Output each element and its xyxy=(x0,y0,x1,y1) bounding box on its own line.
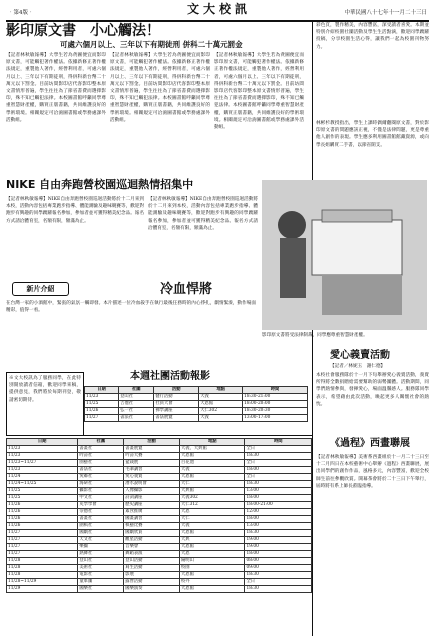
table-cell: 11/25 xyxy=(7,495,78,502)
love-headline: 愛心義賣活動 xyxy=(330,350,390,361)
lead-body-col3: 【記者林秋敏報導】大學生若為貪圖便宜而影印原文書，可能觸犯著作權法。依據新修正著作權法規定，重製他人著作，經營利用者，可處六個月以上、三年以下有期徒刑，得併科新台幣二十萬元以下罰金。目前坊間影印店代客影印整本原文書情形普遍，學生往往為了節省書費而選擇影印，殊不知已觸犯法律。本校圖書館呼籲同學尊重智慧財產權，購買正版書籍，共同維護良好的學術環境。相關規定可洽詢圖書館或學務處課外活動組。 xyxy=(214,53,304,131)
table-cell: 全日 xyxy=(245,579,312,586)
lead-subhead: 可處六個月以上、三年以下有期徒刑 併科二十萬元罰金 xyxy=(60,40,243,49)
table-cell: 11/29 xyxy=(7,586,78,593)
table-cell: 書畫展覽 xyxy=(124,446,180,453)
schedule-col-header: 日期 xyxy=(7,439,78,446)
clubs-table xyxy=(84,386,308,422)
table-cell: 愛心義賣 xyxy=(124,474,180,481)
table-cell: 08:00 xyxy=(245,558,312,565)
table-cell: 11/27 xyxy=(7,537,78,544)
table-cell: 18:30 xyxy=(245,481,312,488)
table-cell: 影展 xyxy=(124,572,180,579)
newspaper-title: 文大校訊 xyxy=(186,2,251,16)
schedule-col-header: 時間 xyxy=(245,439,312,446)
clubs-col-header: 時間 xyxy=(243,387,308,394)
table-row xyxy=(7,558,312,565)
table-cell: 攝影社 xyxy=(78,488,124,495)
table-cell: 崇德社 xyxy=(78,509,124,516)
table-row xyxy=(85,408,308,415)
table-cell: 圍棋社 xyxy=(78,523,124,530)
table-cell: 露營活動 xyxy=(124,579,180,586)
table-cell: 18:00 xyxy=(245,516,312,523)
nike-body-col1: 【記者林秋敏報導】NIKE自由奔跑營校園巡迴活動將於十二月來到本校，活動內容包括專業跑步指導、體能測驗及趣味競賽等，歡迎對跑步有興趣的同學踴躍報名參加，參加者並可獲得精美紀念品。報名方式請洽體育室，名額有限，額滿為止。 xyxy=(6,197,144,224)
masthead xyxy=(0,0,435,20)
table-cell: 大仁 xyxy=(180,516,245,523)
table-cell: 書法展覽 xyxy=(154,415,199,422)
table-cell: 潛水說明會 xyxy=(124,481,180,488)
table-cell: 大典館 xyxy=(180,488,245,495)
table-cell: 大義 xyxy=(199,394,243,401)
table-cell: 國劇社 xyxy=(78,530,124,537)
lead-body-col2: 【記者林秋敏報導】大學生若為貪圖便宜而影印原文書，可能觸犯著作權法。依據新修正著作權法規定，重製他人著作，經營利用者，可處六個月以上、三年以下有期徒刑，得併科新台幣二十萬元以下罰金。目前坊間影印店代客影印整本原文書情形普遍，學生往往為了節省書費而選擇影印，殊不知已觸犯法律。本校圖書館呼籲同學尊重智慧財產權，購買正版書籍，共同維護良好的學術環境。相關規定可洽詢圖書館或學務處課外活動組。 xyxy=(110,53,210,123)
table-cell: 大義、大典館 xyxy=(180,446,245,453)
table-cell: 登山社 xyxy=(119,394,154,401)
table-cell: 歷史講座 xyxy=(124,502,180,509)
table-cell: 登山社 xyxy=(78,558,124,565)
clubs-header-row xyxy=(85,387,308,394)
table-cell: 18:30 xyxy=(245,572,312,579)
table-row xyxy=(7,488,312,495)
table-cell: 校外 xyxy=(180,579,245,586)
page-number: ‧第4版‧ xyxy=(8,10,34,16)
table-cell: 校園 xyxy=(180,565,245,572)
reader-notice: ※文大校訊為了服務同學，在此特別開放讀者信箱，歡迎同學來稿，提供意見，我們將於每期刊登，敬請密切期待。 xyxy=(6,372,84,436)
table-cell: 大恩館 xyxy=(180,453,245,460)
table-cell: 11/23~11/27 xyxy=(7,460,78,467)
table-cell: 大恩館 xyxy=(180,530,245,537)
table-cell: 美術社 xyxy=(78,565,124,572)
table-row xyxy=(7,579,312,586)
table-cell: 熱舞社 xyxy=(78,551,124,558)
table-row xyxy=(7,460,312,467)
table-row xyxy=(7,586,312,593)
right-top-body: 彩色頁，製作精美，內容豐富，深受讀者喜愛。本期並特別介紹校園社團活動及學生生活點滴，歡迎同學踴躍投稿，分享校園生活心得，讓我們一起為校園刊物努力。 xyxy=(316,23,429,50)
table-row xyxy=(7,474,312,481)
table-cell: 11/25 xyxy=(7,488,78,495)
table-cell: 社員大會 xyxy=(154,401,199,408)
table-cell: 佛學講座 xyxy=(154,408,199,415)
schedule-col-header: 活動 xyxy=(124,439,180,446)
table-cell: 書法社 xyxy=(78,467,124,474)
table-cell: 11/26 xyxy=(85,408,119,415)
table-cell: 大恩 xyxy=(180,551,245,558)
table-row xyxy=(85,394,308,401)
table-cell: 書畫社 xyxy=(78,446,124,453)
table-row xyxy=(7,467,312,474)
table-cell: 09:00 xyxy=(245,565,312,572)
table-cell: 陽明山 xyxy=(180,558,245,565)
table-cell: 13:00 xyxy=(245,523,312,530)
table-cell: 大恩館 xyxy=(180,586,245,593)
table-cell: 登山活動 xyxy=(124,558,180,565)
table-cell: 全日 xyxy=(245,474,312,481)
table-cell: 12:00 xyxy=(245,509,312,516)
love-body: 本校社會服務隊於十一月下旬舉辦愛心義賣活動，義賣所得將全數捐贈給需要幫助的弱勢團體。活動期間，同學們熱情參與，發揮愛心，場面溫馨感人。服務隊同學表示，希望藉由此次活動，喚起更多人關懷社會的熱忱。 xyxy=(316,373,429,407)
table-cell: 大義 xyxy=(199,415,243,422)
table-cell: 大義302 xyxy=(180,495,245,502)
clubs-col-header: 日期 xyxy=(85,387,119,394)
table-cell: 詩詞講座 xyxy=(124,495,180,502)
table-cell: 11/27 xyxy=(7,530,78,537)
table-cell: 園藝社 xyxy=(78,460,124,467)
table-cell: 18:00-20:00 xyxy=(243,401,308,408)
table-cell: 11/23 xyxy=(7,467,78,474)
table-cell: 11/24~11/25 xyxy=(7,481,78,488)
table-cell: 18:00 xyxy=(245,495,312,502)
table-cell: 百花池 xyxy=(180,460,245,467)
table-cell: 全日 xyxy=(245,460,312,467)
table-cell: 童軍團 xyxy=(78,579,124,586)
table-cell: 11/25 xyxy=(85,401,119,408)
clubs-col-header: 社團 xyxy=(119,387,154,394)
table-row xyxy=(7,544,312,551)
table-row xyxy=(7,523,312,530)
table-cell: 11/27 xyxy=(85,415,119,422)
table-row xyxy=(7,509,312,516)
table-cell: 大恩館 xyxy=(180,474,245,481)
table-cell: 國畫講習 xyxy=(124,516,180,523)
table-cell: 觀星活動 xyxy=(124,537,180,544)
table-cell: 11/23 xyxy=(7,446,78,453)
issue-date: 中華民國八十七年十一月二十三日 xyxy=(344,10,427,16)
table-cell: 寫生活動 xyxy=(124,565,180,572)
table-cell: 書畫社 xyxy=(78,516,124,523)
table-cell: 吉他社 xyxy=(119,401,154,408)
table-cell: 11/28~11/29 xyxy=(7,579,78,586)
table-cell: 愛鄰社 xyxy=(78,474,124,481)
table-cell: 18:00 xyxy=(245,467,312,474)
clubs-headline: 本週社團活動報影 xyxy=(130,371,210,382)
table-cell: 音樂會 xyxy=(124,544,180,551)
column-title: 冷血悍將 xyxy=(160,282,213,297)
table-cell: 大恩館 xyxy=(180,544,245,551)
schedule-rule xyxy=(6,435,312,436)
clubs-col-header: 地點 xyxy=(199,387,243,394)
table-cell: 18:30-21:00 xyxy=(243,394,308,401)
table-cell: 11/23 xyxy=(7,453,78,460)
table-cell: 海研社 xyxy=(78,481,124,488)
table-row xyxy=(7,446,312,453)
xiju-body: 【記者林秋敏報導】美術系西畫組於十一月二十三日至十二月四日在本校藝術中心舉辦《過程》西畫聯展，展出同學們的創作作品，風格多元，內容豐富，歡迎全校師生前往參觀欣賞。開幕茶會將於二十三日下午舉行，屆時將有系上師長蒞臨指導。 xyxy=(316,455,429,489)
table-cell: 18:30-20:30 xyxy=(243,408,308,415)
table-cell: 18:00-21:00 xyxy=(245,502,312,509)
table-row xyxy=(7,453,312,460)
table-cell: 18:00 xyxy=(245,551,312,558)
table-cell: 棋藝比賽 xyxy=(124,523,180,530)
table-cell: 11/28 xyxy=(7,565,78,572)
table-cell: 國樂演奏 xyxy=(124,586,180,593)
table-cell: 13:00-17:00 xyxy=(243,415,308,422)
table-row xyxy=(7,502,312,509)
lead-body-col1: 【記者林秋敏報導】大學生若為貪圖便宜而影印原文書，可能觸犯著作權法。依據新修正著作權法規定，重製他人著作，經營利用者，可處六個月以上、三年以下有期徒刑，得併科新台幣二十萬元以下罰金。目前坊間影印店代客影印整本原文書情形普遍，學生往往為了節省書費而選擇影印，殊不知已觸犯法律。本校圖書館呼籲同學尊重智慧財產權，購買正版書籍，共同維護良好的學術環境。相關規定可洽詢圖書館或學務處課外活動組。 xyxy=(6,53,106,123)
table-cell: 11/28 xyxy=(7,572,78,579)
schedule-header-row xyxy=(7,439,312,446)
love-credit: 【記者／林妮玉 謝仁德】 xyxy=(330,364,386,369)
photo-caption: 影印原文書將受法律制裁，同學應尊重智慧財產權。 xyxy=(262,333,368,338)
table-cell: 大仁312 xyxy=(180,502,245,509)
table-cell: 中文社 xyxy=(78,495,124,502)
table-cell: 人像攝影 xyxy=(124,488,180,495)
nike-headline: NIKE 自由奔跑營校園巡迴熱情招集中 xyxy=(6,178,194,191)
table-cell: 素食推廣 xyxy=(124,509,180,516)
table-cell: 11/26 xyxy=(7,502,78,509)
schedule-col-header: 地點 xyxy=(180,439,245,446)
table-cell: 吟詩大賽 xyxy=(124,453,180,460)
table-cell: 書法社 xyxy=(119,415,154,422)
table-cell: 11/24 xyxy=(7,474,78,481)
table-cell: 大義 xyxy=(180,523,245,530)
table-cell: 天文社 xyxy=(78,537,124,544)
column-tag: 新片介紹 xyxy=(12,282,69,296)
table-cell: 11/26 xyxy=(7,516,78,523)
nike-body-col2: 【記者林秋敏報導】NIKE自由奔跑營校園巡迴活動將於十二月來到本校，活動內容包括專業跑步指導、體能測驗及趣味競賽等，歡迎對跑步有興趣的同學踴躍報名參加，參加者並可獲得精美紀念品。報名方式請洽體育室，名額有限，額滿為止。 xyxy=(148,197,258,231)
lead-headline: 影印原文書 小心觸法！ xyxy=(6,23,160,39)
table-row xyxy=(7,516,312,523)
table-cell: 國劇欣賞 xyxy=(124,530,180,537)
table-cell: 18:30 xyxy=(245,586,312,593)
xiju-headline: 《過程》西畫聯展 xyxy=(330,438,410,449)
table-row xyxy=(85,401,308,408)
table-cell: 大恩 xyxy=(180,509,245,516)
table-cell: 大典 xyxy=(180,537,245,544)
table-cell: 樂團 xyxy=(78,544,124,551)
table-cell: 11/26 xyxy=(7,509,78,516)
schedule-col-header: 社團 xyxy=(78,439,124,446)
table-cell: 弘一社 xyxy=(119,408,154,415)
table-row xyxy=(7,537,312,544)
table-cell: 11/27 xyxy=(7,551,78,558)
table-cell: 大義 xyxy=(180,467,245,474)
table-cell: 電影社 xyxy=(78,572,124,579)
table-row xyxy=(7,530,312,537)
table-cell: 盆栽展 xyxy=(124,460,180,467)
column-body: 在台灣一家的小酒館中，緊張的氣氛一觸即發。本片描述一位冷血殺手在執行最後任務時的內心掙扎，劇情緊湊，動作場面精彩，值得一看。 xyxy=(6,301,256,314)
table-cell: 18:30 xyxy=(245,530,312,537)
table-cell: 吟詩社 xyxy=(78,453,124,460)
table-cell: 11/27 xyxy=(7,544,78,551)
table-row xyxy=(7,572,312,579)
table-cell: 國樂社 xyxy=(78,586,124,593)
table-cell: 13:00 xyxy=(245,488,312,495)
right-article2: 林彬杉教授指出，學生上課時偶爾翻閱原文書，對於影印原文書的問題應該正視，不僅是法律問題，更是尊重他人創作的表現。學生應多利用圖書館館藏資源，或向學長姐購買二手書，以節省開支。 xyxy=(316,121,429,148)
table-cell: 11/26 xyxy=(7,523,78,530)
table-row xyxy=(7,481,312,488)
table-row xyxy=(7,495,312,502)
table-cell: 毛筆講習 xyxy=(124,467,180,474)
table-cell: 舞蹈表演 xyxy=(124,551,180,558)
table-cell: 大仁302 xyxy=(199,408,243,415)
table-cell: 19:00 xyxy=(245,544,312,551)
table-cell: 11/23 xyxy=(85,394,119,401)
table-cell: 大仁 xyxy=(180,481,245,488)
table-cell: 健行活動 xyxy=(154,394,199,401)
table-row xyxy=(85,415,308,422)
copier-photo xyxy=(262,180,427,330)
schedule-table xyxy=(6,438,312,593)
table-cell: 全日 xyxy=(245,446,312,453)
table-row xyxy=(7,551,312,558)
lower-divider xyxy=(312,436,313,636)
table-row xyxy=(7,565,312,572)
table-cell: 19:00 xyxy=(245,537,312,544)
table-cell: 大恩館 xyxy=(199,401,243,408)
clubs-col-header: 活動 xyxy=(154,387,199,394)
photo-illustration xyxy=(262,180,427,330)
table-cell: 11/28 xyxy=(7,558,78,565)
table-cell: 史學學會 xyxy=(78,502,124,509)
table-cell: 18:30 xyxy=(245,453,312,460)
table-cell: 大恩館 xyxy=(180,572,245,579)
